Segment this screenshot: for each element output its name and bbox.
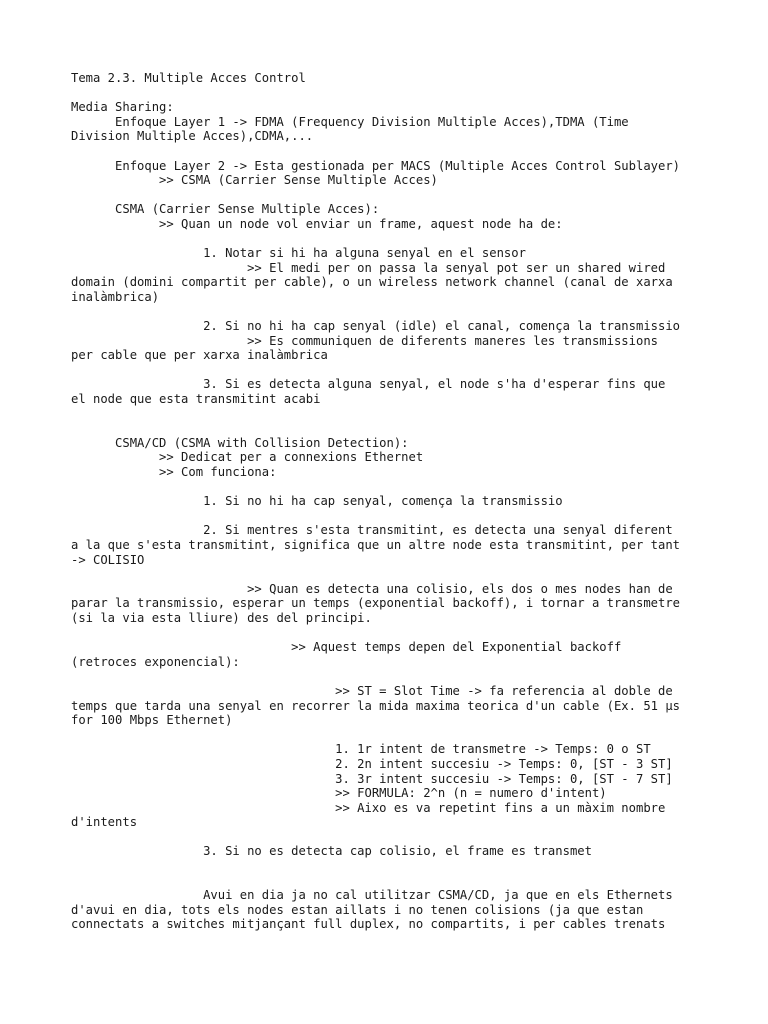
blank-line xyxy=(71,363,696,378)
blank-line xyxy=(71,728,696,743)
blank-line xyxy=(71,86,696,101)
blank-line xyxy=(71,626,696,641)
blank-line xyxy=(71,480,696,495)
text-line: Division Multiple Acces),CDMA,... xyxy=(71,129,314,144)
text-line: 3. Si no es detecta cap colisio, el frame es transmet xyxy=(71,844,592,859)
text-line: 3. Si es detecta alguna senyal, el node s'ha d'esperar fins que xyxy=(71,377,666,392)
text-line: Enfoque Layer 2 -> Esta gestionada per MACS (Multiple Acces Control Sublayer) xyxy=(71,158,681,173)
text-line: >> Quan un node vol enviar un frame, aquest node ha de: xyxy=(71,216,563,231)
blank-line xyxy=(71,144,696,159)
text-line: (si la via esta lliure) des del principi. xyxy=(71,610,372,625)
text-line: a la que s'esta transmitint, significa que un altre node esta transmitint, per tant xyxy=(71,538,681,552)
text-line: >> El medi per on passa la senyal pot ser un shared wired xyxy=(71,260,666,275)
text-line: Enfoque Layer 1 -> FDMA (Frequency Division Multiple Acces),TDMA (Time xyxy=(71,114,629,129)
text-line: >> FORMULA: 2^n (n = numero d'intent) xyxy=(71,786,607,801)
text-line: -> COLISIO xyxy=(71,552,145,567)
text-line: temps que tarda una senyal en recorrer la mida maxima teorica d'un cable (Ex. 51 µs xyxy=(71,698,681,713)
blank-line xyxy=(71,567,696,582)
blank-line xyxy=(71,859,696,874)
text-line: parar la transmissio, esperar un temps (exponential backoff), i tornar a transmetre xyxy=(71,596,681,611)
blank-line xyxy=(71,188,696,203)
text-line: d'intents xyxy=(71,815,138,830)
blank-line xyxy=(71,305,696,320)
text-line: d'avui en dia, tots els nodes estan aillats i no tenen colisions (ja que estan xyxy=(71,902,644,917)
text-line: domain (domini compartit per cable), o un wireless network channel (canal de xarxa xyxy=(71,275,673,290)
text-line: 3. 3r intent succesiu -> Temps: 0, [ST - 7 ST] xyxy=(71,771,673,786)
text-line: >> Dedicat per a connexions Ethernet xyxy=(71,450,424,465)
text-line: Tema 2.3. Multiple Acces Control xyxy=(71,71,306,85)
text-line: 2. Si mentres s'esta transmitint, es detecta una senyal diferent xyxy=(71,523,673,538)
blank-line xyxy=(71,407,696,422)
text-line: >> Aixo es va repetint fins a un màxim nombre xyxy=(71,800,666,815)
blank-line xyxy=(71,669,696,684)
text-line: 2. 2n intent succesiu -> Temps: 0, [ST - 3 ST] xyxy=(71,756,673,771)
text-line: connectats a switches mitjançant full duplex, no compartits, i per cables trenats xyxy=(71,917,666,932)
text-line: >> Com funciona: xyxy=(71,465,277,480)
text-line: (retroces exponencial): xyxy=(71,654,240,669)
text-line: >> ST = Slot Time -> fa referencia al doble de xyxy=(71,683,673,698)
text-line: per cable que per xarxa inalàmbrica xyxy=(71,348,328,363)
text-line: 1. 1r intent de transmetre -> Temps: 0 o ST xyxy=(71,742,651,757)
text-line: CSMA/CD (CSMA with Collision Detection): xyxy=(71,435,409,450)
blank-line xyxy=(71,232,696,247)
blank-line xyxy=(71,509,696,524)
text-line: >> Quan es detecta una colisio, els dos o mes nodes han de xyxy=(71,581,673,596)
text-line: Media Sharing: xyxy=(71,100,174,115)
text-line: >> Es communiquen de diferents maneres les transmissions xyxy=(71,333,658,348)
text-line: for 100 Mbps Ethernet) xyxy=(71,713,233,728)
blank-line xyxy=(71,830,696,845)
document-body xyxy=(71,71,696,932)
text-line: inalàmbrica) xyxy=(71,289,160,304)
blank-line xyxy=(71,421,696,436)
text-line: 1. Notar si hi ha alguna senyal en el sensor xyxy=(71,246,526,261)
text-line: el node que esta transmitint acabi xyxy=(71,392,321,407)
text-line: CSMA (Carrier Sense Multiple Acces): xyxy=(71,202,380,217)
text-line: 2. Si no hi ha cap senyal (idle) el canal, comença la transmissio xyxy=(71,319,681,334)
text-line: 1. Si no hi ha cap senyal, comença la transmissio xyxy=(71,494,563,509)
text-line: >> Aquest temps depen del Exponential backoff xyxy=(71,640,622,655)
text-line: >> CSMA (Carrier Sense Multiple Acces) xyxy=(71,173,438,188)
blank-line xyxy=(71,874,696,889)
text-line: Avui en dia ja no cal utilitzar CSMA/CD, ja que en els Ethernets xyxy=(71,888,673,903)
